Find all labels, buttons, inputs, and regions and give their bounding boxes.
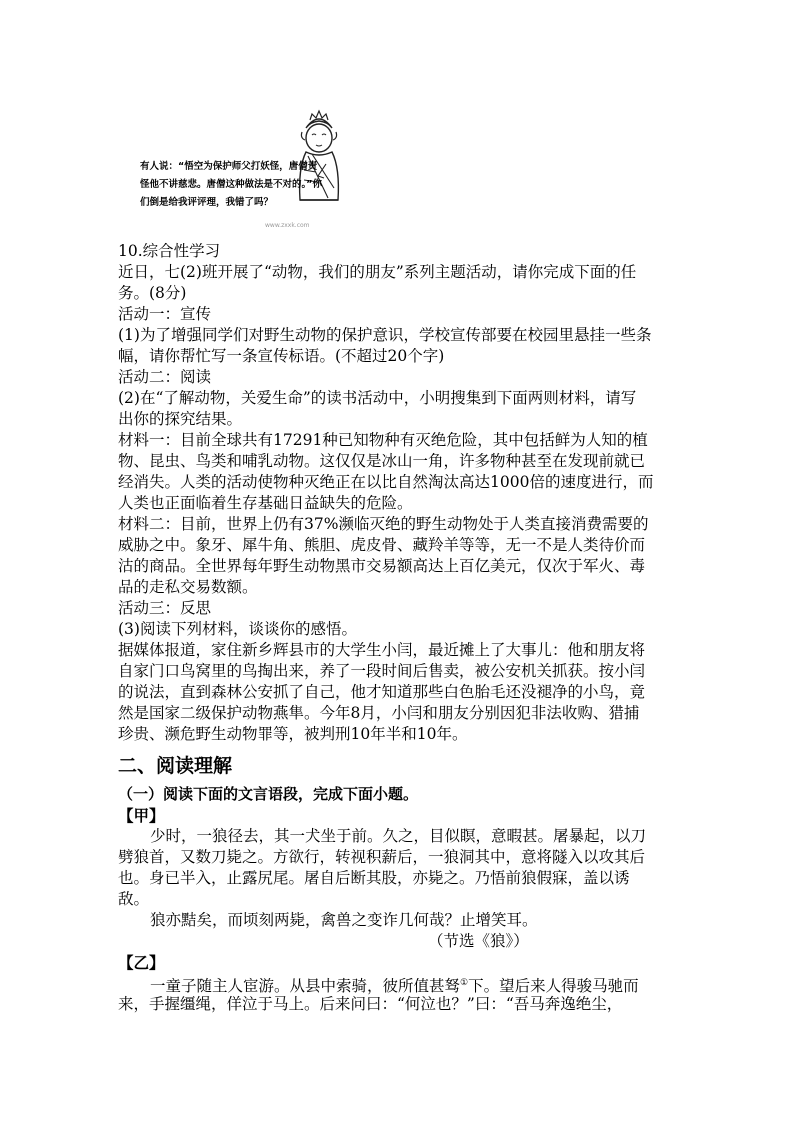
activity2-question-line-2: 出你的探究结果。 — [118, 410, 243, 428]
activity1-question-line-1: (1)为了增强同学们对野生动物的保护意识，学校宣传部要在校园里悬挂一些条 — [118, 326, 652, 344]
section-heading: 二、阅读理解 — [118, 755, 233, 777]
yi-text-part-a: 一童子随主人宦游。从县中索骑，彼所值甚驽 — [150, 977, 461, 996]
yi-text-part-b: 下。望后来人得骏马驰而 — [468, 977, 639, 996]
figure-caption-line-1: 有人说：“悟空为保护师父打妖怪，唐僧责 — [140, 161, 318, 172]
material2-line-3: 沽的商品。全世界每年野生动物黑市交易额高达上百亿美元，仅次于军火、毒 — [118, 557, 646, 575]
activity3-title: 活动三：反思 — [118, 599, 212, 617]
figure-caption-line-3: 们倒是给我评评理，我错了吗？ — [140, 197, 274, 208]
activity3-text-line-4: 然是国家二级保护动物燕隼。今年8月，小闫和朋友分别因犯非法收购、猎捕 — [118, 704, 640, 722]
activity3-text-line-5: 珍贵、濒危野生动物罪等，被判刑10年半和10年。 — [118, 725, 468, 743]
jia-para1-line-4: 敌。 — [118, 890, 150, 908]
q10-intro-line-2: 务。(8分) — [118, 284, 187, 302]
material1-line-3: 经消失。人类的活动使物种灭绝正在以比自然淘汰高达1000倍的速度进行，而 — [118, 473, 654, 491]
jia-para2: 狼亦黠矣，而顷刻两毙，禽兽之变诈几何哉？止增笑耳。 — [150, 911, 538, 929]
activity3-text-line-3: 的说法，直到森林公安抓了自己，他才知道那些白色胎毛还没褪净的小鸟，竟 — [118, 683, 646, 701]
material1-line-1: 材料一：目前全球共有17291种已知物种有灭绝危险，其中包括鲜为人知的植 — [118, 431, 648, 449]
activity2-question-line-1: (2)在“了解动物，关爱生命”的读书活动中，小明搜集到下面两则材料，请写 — [118, 389, 637, 407]
material2-line-4: 品的走私交易数额。 — [118, 578, 258, 596]
activity3-question: (3)阅读下列材料，谈谈你的感悟。 — [118, 620, 357, 638]
watermark: www.zxxk.com — [265, 222, 310, 229]
jia-para1-line-1: 少时，一狼径去，其一犬坐于前。久之，目似瞑，意暇甚。屠暴起，以刀 — [150, 827, 647, 845]
jia-source: （节选《狼》） — [428, 932, 529, 950]
figure-caption-line-2: 怪他不讲慈悲。唐僧这种做法是不对的。”你 — [140, 179, 322, 190]
activity1-title: 活动一：宣传 — [118, 305, 212, 323]
jia-label: 【甲】 — [118, 806, 165, 825]
material2-line-2: 威胁之中。象牙、犀牛角、熊胆、虎皮骨、藏羚羊等等，无一不是人类待价而 — [118, 536, 646, 554]
q10-title: 10.综合性学习 — [118, 242, 221, 260]
yi-para1-line-2: 来，手握缰绳，佯泣于马上。后来问曰：“何泣也？”曰：“吾马奔逸绝尘， — [118, 995, 623, 1013]
activity3-text-line-1: 据媒体报道，家住新乡辉县市的大学生小闫，最近摊上了大事儿：他和朋友将 — [118, 641, 646, 659]
yi-label: 【乙】 — [118, 953, 165, 972]
activity3-text-line-2: 自家门口鸟窝里的鸟掏出来，养了一段时间后售卖，被公安机关抓获。按小闫 — [118, 662, 646, 680]
material2-line-1: 材料二：目前，世界上仍有37%濒临灭绝的野生动物处于人类直接消费需要的 — [118, 515, 649, 533]
material1-line-4: 人类也正面临着生存基础日益缺失的危险。 — [118, 494, 413, 512]
activity1-question-line-2: 幅，请你帮忙写一条宣传标语。(不超过20个字) — [118, 347, 445, 365]
q10-intro-line-1: 近日，七(2)班开展了“动物，我们的朋友”系列主题活动，请你完成下面的任 — [118, 263, 637, 281]
monk-illustration — [288, 108, 350, 210]
jia-para1-line-3: 也。身已半入，止露尻尾。屠自后断其股，亦毙之。乃悟前狼假寐，盖以诱 — [118, 869, 630, 887]
activity2-title: 活动二：阅读 — [118, 368, 212, 386]
footnote-marker: ① — [460, 978, 469, 988]
jia-para1-line-2: 劈狼首，又数刀毙之。方欲行，转视积薪后，一狼洞其中，意将隧入以攻其后 — [118, 848, 646, 866]
material1-line-2: 物、昆虫、鸟类和哺乳动物。这仅仅是冰山一角，许多物种甚至在发现前就已 — [118, 452, 646, 470]
section-subheading: （一）阅读下面的文言语段，完成下面小题。 — [118, 785, 419, 803]
